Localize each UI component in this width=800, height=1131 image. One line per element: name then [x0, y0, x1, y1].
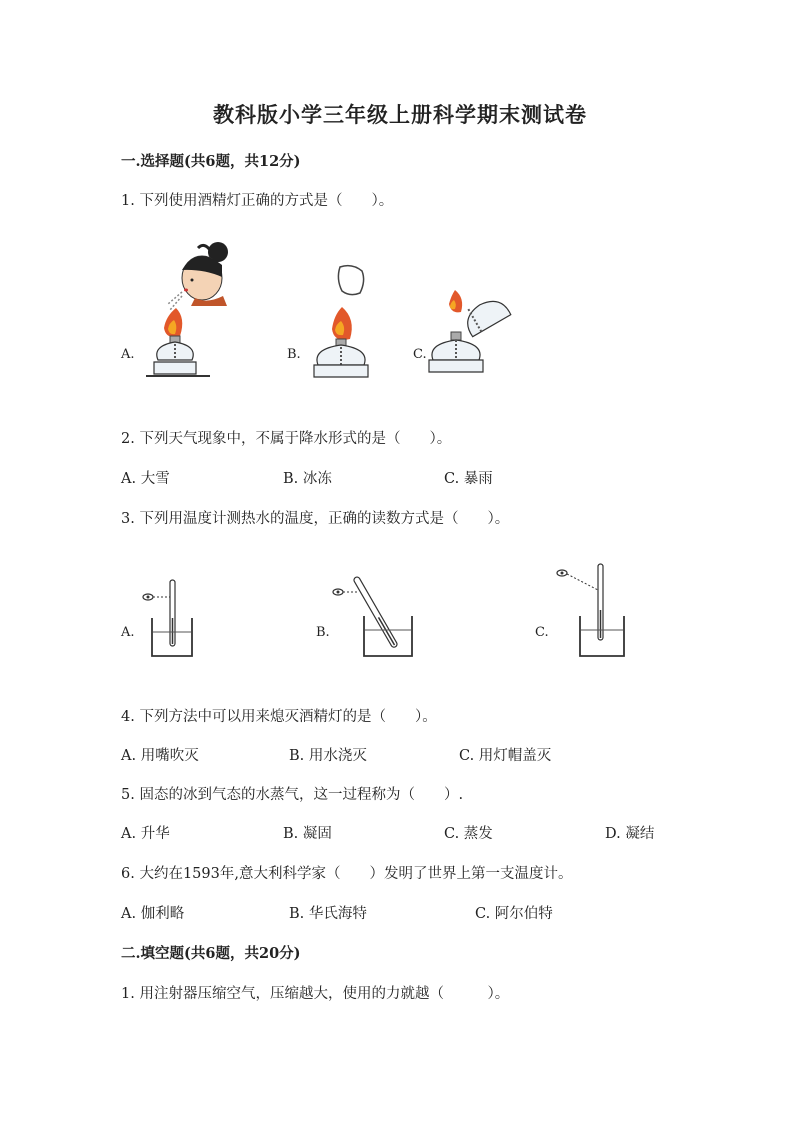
q1-option-b: B. — [287, 347, 301, 362]
q5-option-c: C. 蒸发 — [444, 826, 493, 842]
q4-option-c: C. 用灯帽盖灭 — [459, 748, 552, 764]
q6-option-b: B. 华氏海特 — [289, 906, 367, 922]
fill-question-1-stem: 1. 用注射器压缩空气，压缩越大，使用的力就越（ ）。 — [121, 986, 510, 1002]
q3-option-a: A. — [121, 625, 135, 640]
question-2-stem: 2. 下列天气现象中，不属于降水形式的是（ ）。 — [121, 431, 452, 447]
q1-option-c: C. — [413, 347, 427, 362]
q4-option-b: B. 用水浇灭 — [289, 748, 367, 764]
question-1-stem: 1. 下列使用酒精灯正确的方式是（ ）。 — [121, 193, 394, 209]
thermometer-above-illustration — [552, 562, 627, 660]
q6-option-c: C. 阿尔伯特 — [475, 906, 553, 922]
q2-option-a: A. 大雪 — [121, 471, 170, 487]
section-heading-fill-blank: 二.填空题(共6题，共20分) — [121, 945, 301, 962]
question-3-stem: 3. 下列用温度计测热水的温度，正确的读数方式是（ ）。 — [121, 511, 510, 527]
page-title: 教科版小学三年级上册科学期末测试卷 — [213, 102, 587, 127]
lamp-to-lamp-illustration — [425, 288, 515, 378]
q4-option-a: A. 用嘴吹灭 — [121, 748, 199, 764]
thermometer-eye-level-illustration — [140, 578, 200, 660]
q5-option-a: A. 升华 — [121, 826, 170, 842]
thermometer-tilted-illustration — [330, 568, 415, 660]
q3-option-b: B. — [316, 625, 330, 640]
question-4-stem: 4. 下列方法中可以用来熄灭酒精灯的是（ ）。 — [121, 709, 437, 725]
q2-option-c: C. 暴雨 — [444, 471, 493, 487]
section-heading-choice: 一.选择题(共6题，共12分) — [121, 153, 301, 170]
q1-option-a: A. — [121, 347, 135, 362]
question-5-stem: 5. 固态的冰到气态的水蒸气，这一过程称为（ ）. — [121, 787, 464, 803]
capped-lamp-illustration — [312, 265, 382, 380]
question-6-stem: 6. 大约在1593年,意大利科学家（ ）发明了世界上第一支温度计。 — [121, 866, 573, 882]
q5-option-d: D. 凝结 — [605, 826, 655, 842]
q6-option-a: A. 伽利略 — [121, 906, 185, 922]
q5-option-b: B. 凝固 — [283, 826, 332, 842]
q2-option-b: B. 冰冻 — [283, 471, 332, 487]
blowing-lamp-illustration — [140, 240, 240, 380]
q3-option-c: C. — [535, 625, 549, 640]
